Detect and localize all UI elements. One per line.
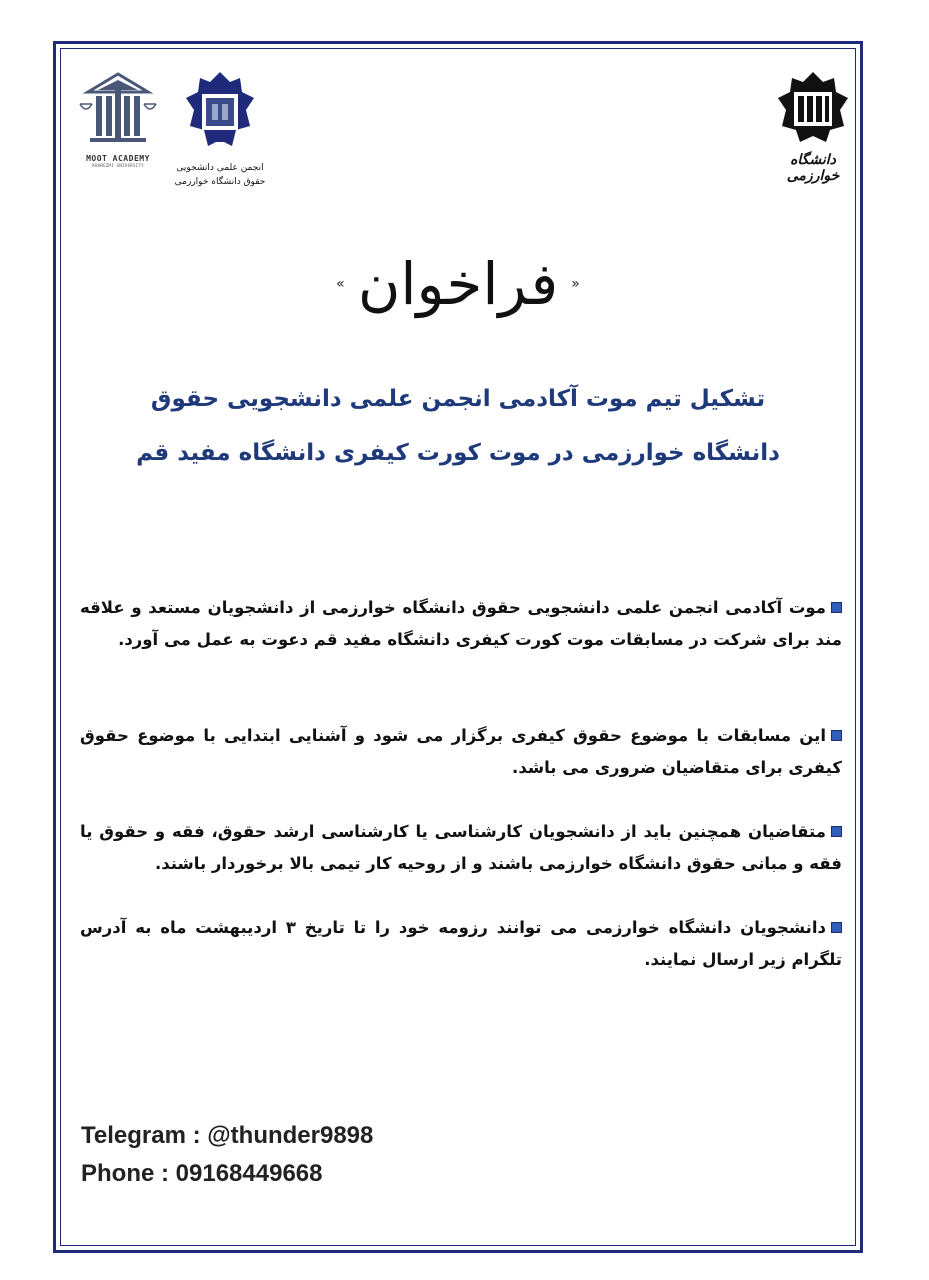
- subtitle: [90, 372, 826, 480]
- anjoman-caption-line2: حقوق دانشگاه خوارزمی: [174, 177, 266, 187]
- paragraph-3: [80, 816, 842, 880]
- paragraph-4-text: دانشجویان دانشگاه خوارزمی می توانند رزومه خود را تا تاریخ ۳ اردیبهشت ماه به آدرس تلگرام زیر ارسال نمایند.: [80, 918, 842, 969]
- subtitle-line1: تشکیل تیم موت آکادمی انجمن علمی دانشجویی حقوق: [150, 386, 766, 412]
- title-text: فراخوان: [357, 250, 559, 318]
- moot-academy-subcaption: KHAREZMI UNIVERSITY: [92, 163, 144, 168]
- title-open-quote: «: [571, 276, 580, 292]
- square-bullet-icon: [831, 730, 842, 741]
- moot-academy-logo-icon: [78, 70, 158, 148]
- paragraph-2-text: این مسابقات با موضوع حقوق کیفری برگزار می شود و آشنایی ابتدایی با موضوع حقوق کیفری برای متقاضیان ضروری می باشد.: [80, 726, 842, 777]
- anjoman-logo: [160, 70, 280, 192]
- phone-contact: Phone : 09168449668: [81, 1160, 323, 1187]
- anjoman-logo-icon: [184, 70, 256, 156]
- square-bullet-icon: [831, 826, 842, 837]
- paragraph-2: [80, 720, 842, 784]
- subtitle-line2: دانشگاه خوارزمی در موت کورت کیفری دانشگاه مفید قم: [136, 440, 780, 466]
- square-bullet-icon: [831, 922, 842, 933]
- page-title: [60, 250, 856, 318]
- telegram-contact: Telegram : @thunder9898: [81, 1122, 374, 1149]
- paragraph-3-text: متقاضیان همچنین باید از دانشجویان کارشناسی یا کارشناسی ارشد حقوق، فقه و حقوق یا فقه و مبانی حقوق دانشگاه خوارزمی باشند و از روحیه کار تیمی بالا برخوردار باشند.: [80, 822, 842, 873]
- anjoman-caption-line1: انجمن علمی دانشجویی: [176, 163, 264, 173]
- moot-academy-caption: MOOT ACADEMY: [86, 154, 150, 163]
- paragraph-1-text: موت آکادمی انجمن علمی دانشجویی حقوق دانشگاه خوارزمی از دانشجویان مستعد و علاقه مند برای شرکت در مسابقات موت کورت کیفری دانشگاه مفید قم دعوت به عمل می آورد.: [80, 598, 842, 649]
- moot-academy-logo: [78, 70, 158, 170]
- square-bullet-icon: [831, 602, 842, 613]
- title-close-quote: »: [336, 276, 345, 292]
- university-caption: دانشگاه خوارزمی: [786, 152, 840, 184]
- university-logo: [768, 70, 858, 185]
- paragraph-1: [80, 592, 842, 656]
- paragraph-4: [80, 912, 842, 976]
- university-logo-icon: [776, 70, 850, 144]
